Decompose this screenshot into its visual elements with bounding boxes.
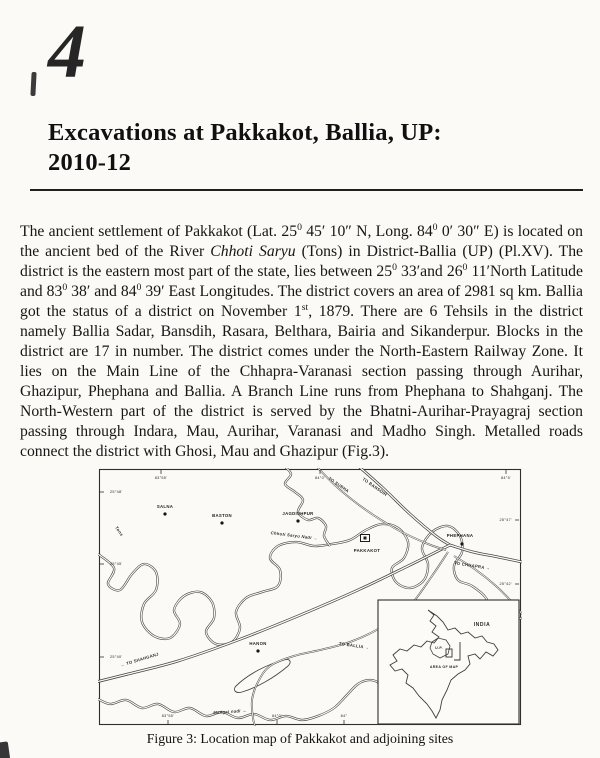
paragraph-run: (Tons) in District-Ballia (UP) (Pl.XV). The district is the eastern most part of the state, lies between 25 (20, 243, 583, 280)
chapter-number: 4 (48, 10, 86, 94)
superscript: 0 (136, 281, 142, 293)
village-dot (460, 542, 463, 545)
tick-label: 25°47' (499, 518, 512, 522)
tick-label: 84°0' (271, 714, 283, 718)
paragraph-run: 38′ and 84 (67, 283, 137, 300)
superscript: 0 (297, 221, 302, 233)
village-label: JAGDISHPUR (282, 511, 314, 516)
village-label: PHEPHANA (446, 533, 474, 538)
inset-map (378, 600, 519, 724)
village-label: SALNA (156, 504, 174, 509)
tick-label: 84°5' (500, 476, 512, 480)
paragraph-run: 33′and 26 (396, 263, 463, 280)
line-label: TO SURHA (327, 475, 351, 494)
tick-label: 84°0' (314, 476, 326, 480)
tick-label: 25°42' (499, 582, 512, 586)
village-dot (163, 512, 166, 515)
tick-label: 25°45' (110, 562, 123, 566)
village-dot (220, 521, 223, 524)
tick-label: 25°48' (110, 490, 123, 494)
tick-label: 83°55' (161, 714, 175, 718)
figure-caption: Figure 3: Location map of Pakkakot and adjoining sites (146, 731, 454, 746)
page-title (48, 118, 578, 178)
river-name-italic: Chhoti Saryu (210, 243, 296, 260)
superscript: 0 (432, 221, 438, 233)
inset-state-label: U.P. (435, 646, 443, 650)
inset-country-label: INDIA (473, 622, 491, 628)
superscript: 0 (62, 281, 68, 293)
paragraph-run: 11′North Latitude and 83 (20, 263, 583, 300)
superscript: st (301, 301, 309, 313)
paragraph-run: 39′ East Longitudes. The district covers an area of 2981 sq km. Ballia got the status of a district on November 1 (20, 283, 583, 320)
page-title-line2: 2010-12 (48, 149, 132, 176)
village-label: PAKKAKOT (353, 548, 381, 553)
paragraph-run: 45′ 10″ N, Long. 84 (301, 223, 433, 240)
line-label: Chhoti Saryu Nadi → (270, 530, 318, 541)
paragraph-run: The ancient settlement of Pakkakot (Lat. 25 (20, 223, 298, 240)
line-label: Mangai nadi → (213, 707, 247, 716)
tick-label: 84° (340, 714, 348, 718)
village-dot (296, 519, 299, 522)
village-label: BASTON (212, 513, 232, 518)
inset-border (378, 600, 519, 724)
superscript: 0 (392, 261, 397, 273)
paragraph-run: , 1879. There are 6 Tehsils in the district namely Ballia Sadar, Bansdih, Rasara, Belthara, Bairia and Sikanderpur. Blocks in the district are 17 in number. The district comes under the North-Eastern Railway Zone. It lies on the Main Line of the Chhapra-Varanasi section passing through Aurihar, Ghazipur, Phephana and Ballia. A Branch Line runs from Phephana to Shahganj. The North-Western part of the district is served by the Bhatni-Aurihar-Prayagraj section passing through Indara, Mau, Aurihar, Varanasi and Madho Singh. Metalled roads connect the district with Ghosi, Mau and Ghazipur (Fig.3). (20, 303, 583, 460)
paragraph-run: 0′ 30″ E) is located on the ancient bed of the River (20, 223, 583, 260)
location-map-svg (98, 468, 522, 726)
line-label: TO BANSDIH (361, 476, 389, 498)
village-dot (256, 649, 259, 652)
line-label: TO CHHAPRA → (453, 560, 491, 571)
body-paragraph (20, 222, 583, 462)
inset-area-label: AREA OF MAP (429, 665, 459, 669)
line-label: TO BALLIA → (338, 640, 370, 651)
superscript: 0 (462, 261, 468, 273)
title-divider (30, 189, 583, 191)
figure-map (98, 468, 522, 726)
tick-label: 83°55' (154, 476, 168, 480)
line-label: ← TO SHAHGANJ (119, 651, 160, 668)
tick-label: 25°40' (110, 655, 123, 659)
scan-artifact (30, 72, 36, 96)
line-label: Tons (114, 525, 125, 538)
village-label: HANON (249, 641, 267, 646)
page-title-line1: Excavations at Pakkakot, Ballia, UP: (48, 119, 442, 146)
